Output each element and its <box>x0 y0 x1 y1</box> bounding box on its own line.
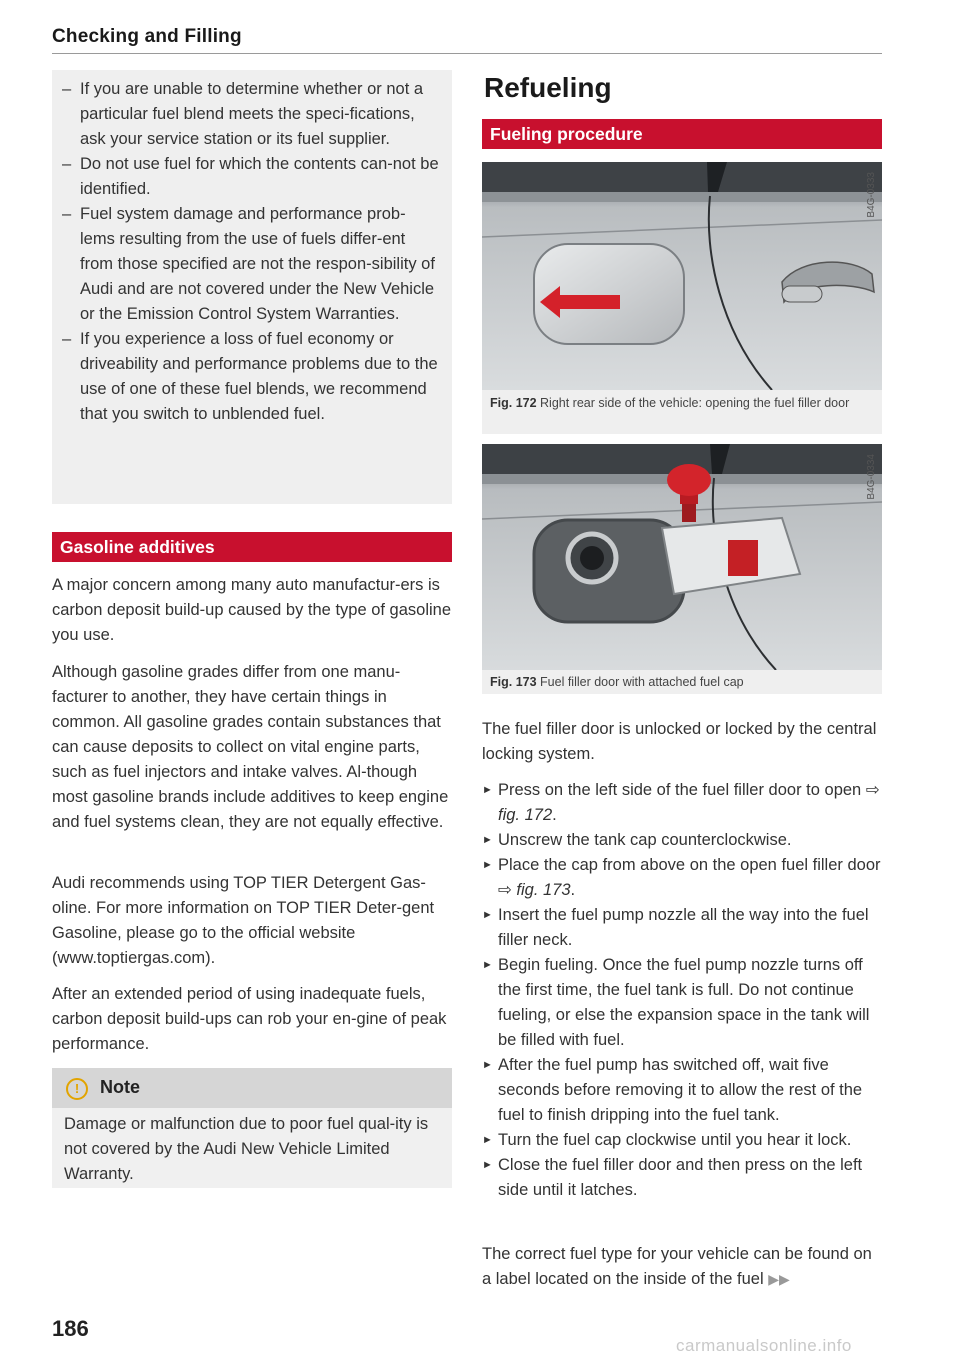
figure-173-image <box>482 444 882 670</box>
exclamation-circle-icon: ! <box>66 1078 88 1100</box>
step-item: ► Begin fueling. Once the fuel pump nozzle turns off the first time, the fuel tank is full. Do not continue fueling, or else the expansion space in the tank will be filled with fuel. <box>482 956 870 1049</box>
note-text: Damage or malfunction due to poor fuel qual-ity is not covered by the Audi New Vehicle Limited Warranty. <box>64 1115 429 1183</box>
fueling-procedure-heading: Fueling procedure <box>482 119 882 149</box>
page-title: Refueling <box>484 72 612 103</box>
paragraph: Audi recommends using TOP TIER Detergent Gas-oline. For more information on TOP TIER Deter-gent Gasoline, please go to the official website (www.toptiergas.com). <box>52 874 435 967</box>
fuel-door-closed-illustration <box>482 162 882 390</box>
note-box <box>52 1068 452 1188</box>
fueling-steps-list <box>482 778 882 1203</box>
step-item: ► Unscrew the tank cap counterclockwise. <box>482 831 792 849</box>
fuel-door-open-illustration <box>482 444 882 670</box>
header-divider <box>52 53 882 54</box>
figure-code: B4G-0334 <box>866 454 877 500</box>
list-item: – Do not use fuel for which the contents can-not be identified. <box>62 155 439 198</box>
step-item: ► Place the cap from above on the open fuel filler door ⇨ fig. 173. <box>482 856 881 899</box>
step-item: ► Press on the left side of the fuel filler door to open ⇨ fig. 172. <box>482 781 880 824</box>
list-item: – If you experience a loss of fuel economy or driveability and performance problems due to the use of one of these fuel blends, we recommend that you switch to unblended fuel. <box>62 330 438 423</box>
figure-172-caption <box>482 390 882 434</box>
list-item: – If you are unable to determine whether or not a particular fuel blend meets the speci-fications, ask your service station or its fuel supplier. <box>62 80 424 148</box>
figure-caption-text: Fuel filler door with attached fuel cap <box>540 675 744 689</box>
intro-paragraph: The fuel filler door is unlocked or locked by the central locking system. <box>482 720 877 763</box>
paragraph: After an extended period of using inadequate fuels, carbon deposit build-ups can rob your en-gine of peak performance. <box>52 985 447 1053</box>
figure-172-image <box>482 162 882 390</box>
continue-arrow-icon: ▶▶ <box>768 1271 790 1287</box>
figure-173-caption <box>482 670 882 694</box>
list-item: – Fuel system damage and performance prob-lems resulting from the use of fuels differ-ent from those specified are not the respon-sibility of Audi and are not covered under the New Vehicle or the Emission Control System Warranties. <box>62 205 435 323</box>
step-item: ► Turn the fuel cap clockwise until you hear it lock. <box>482 1131 852 1149</box>
watermark: carmanualsonline.info <box>676 1336 852 1355</box>
fuel-blend-list <box>60 77 440 427</box>
figure-reference-link[interactable]: ⇨ fig. 173 <box>498 881 571 899</box>
page-number: 186 <box>52 1316 89 1341</box>
note-header <box>52 1068 452 1108</box>
paragraph: A major concern among many auto manufactur-ers is carbon deposit build-up caused by the type of gasoline you use. <box>52 576 452 644</box>
note-title: Note <box>100 1077 140 1097</box>
figure-caption-text: Right rear side of the vehicle: opening the fuel filler door <box>540 396 850 410</box>
gasoline-additives-heading: Gasoline additives <box>52 532 452 562</box>
step-item: ► After the fuel pump has switched off, wait five seconds before removing it to allow the rest of the fuel to finish dripping into the fuel tank. <box>482 1056 863 1124</box>
figure-code: B4G-0333 <box>866 172 877 218</box>
step-item: ► Close the fuel filler door and then press on the left side until it latches. <box>482 1156 863 1199</box>
figure-label: Fig. 172 <box>490 396 537 410</box>
paragraph: Although gasoline grades differ from one manu-facturer to another, they have certain things in common. All gasoline grades contain substances that can cause deposits to collect on vital engine parts, such as fuel injectors and intake valves. Al-though most gasoline brands include additives to keep engine and fuel systems clean, they are not equally effective. <box>52 663 449 831</box>
figure-reference-link[interactable]: ⇨ fig. 172 <box>498 781 880 824</box>
section-header: Checking and Filling <box>52 26 242 47</box>
step-item: ► Insert the fuel pump nozzle all the way into the fuel filler neck. <box>482 906 869 949</box>
closing-paragraph: The correct fuel type for your vehicle can be found on a label located on the inside of the fuel ▶▶ <box>482 1245 872 1288</box>
figure-label: Fig. 173 <box>490 675 537 689</box>
